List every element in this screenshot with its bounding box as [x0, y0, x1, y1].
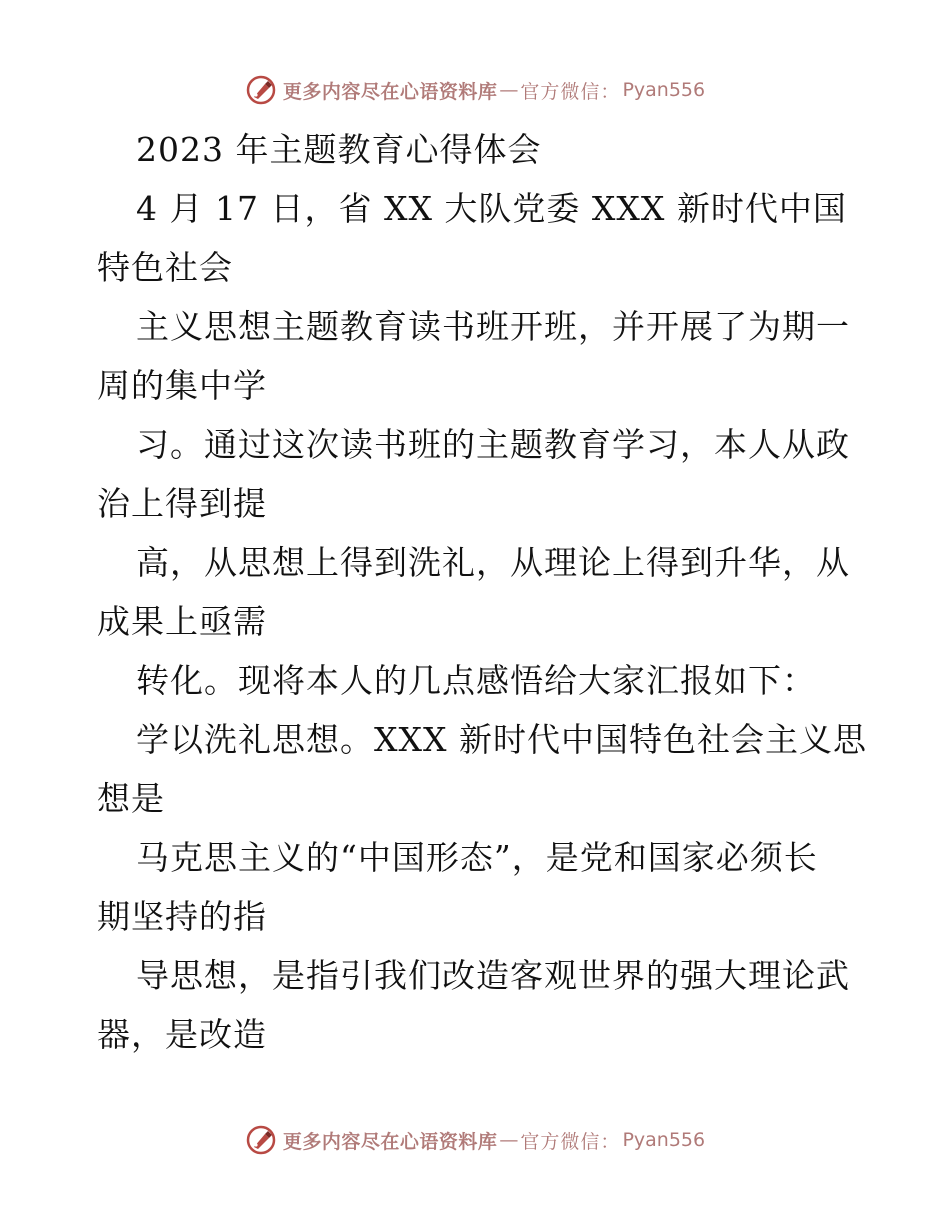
banner-wechat-label: 官方微信： [520, 1130, 621, 1153]
document-title: 2023 年主题教育心得体会 [136, 130, 542, 169]
text-line: 高，从思想上得到洗礼，从理论上得到升华，从 [136, 543, 850, 582]
text-line: 特色社会 [97, 248, 233, 287]
banner-dash: — [499, 79, 519, 101]
pen-nib-logo-icon [245, 1124, 277, 1156]
pen-nib-logo-icon [245, 74, 277, 106]
text-line: 成果上亟需 [97, 602, 267, 641]
text-line: 器，是改造 [97, 1015, 267, 1054]
text-line: 想是 [97, 779, 165, 818]
text-line: 周的集中学 [97, 366, 267, 405]
text-line: 马克思主义的“中国形态”，是党和国家必须长 [136, 838, 818, 877]
text-line: 4 月 17 日，省 XX 大队党委 XXX 新时代中国 [136, 189, 847, 228]
header-banner [0, 70, 950, 110]
text-line: 治上得到提 [97, 484, 267, 523]
text-line: 导思想，是指引我们改造客观世界的强大理论武 [136, 956, 850, 995]
banner-wechat-id: Pyan556 [622, 1129, 706, 1151]
banner-main-text: 更多内容尽在心语资料库 [282, 80, 498, 103]
document-body [97, 120, 877, 1064]
text-line: 主义思想主题教育读书班开班，并开展了为期一 [136, 307, 850, 346]
text-line: 转化。现将本人的几点感悟给大家汇报如下： [136, 661, 816, 700]
text-line: 习。通过这次读书班的主题教育学习，本人从政 [136, 425, 850, 464]
footer-banner [0, 1120, 950, 1160]
banner-wechat-id: Pyan556 [622, 79, 706, 101]
banner-main-text: 更多内容尽在心语资料库 [282, 1130, 498, 1153]
text-line: 学以洗礼思想。XXX 新时代中国特色社会主义思 [136, 720, 867, 759]
text-line: 期坚持的指 [97, 897, 267, 936]
banner-dash: — [499, 1129, 519, 1151]
banner-wechat-label: 官方微信： [520, 80, 621, 103]
